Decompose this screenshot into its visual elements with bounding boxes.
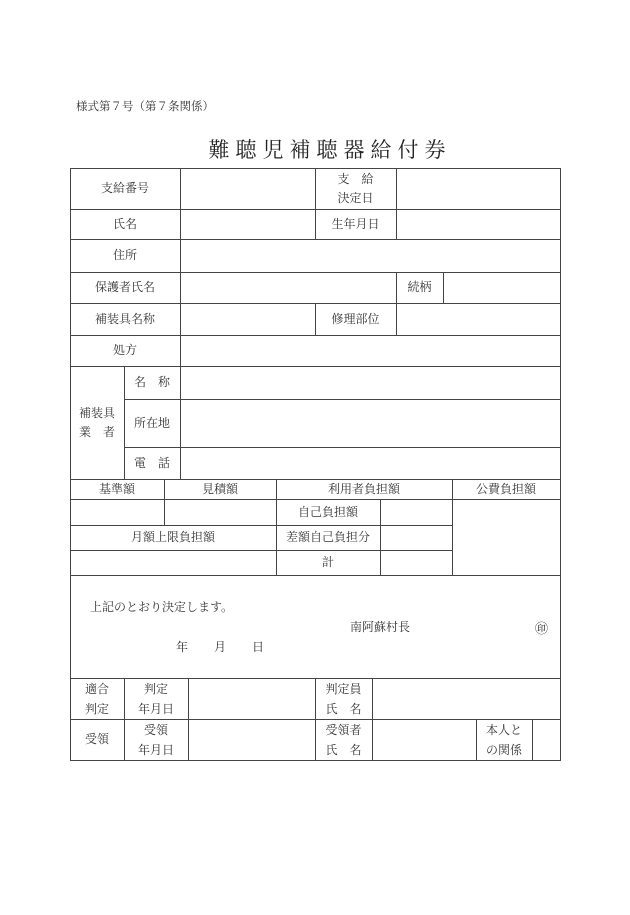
public-burden-label: 公費負担額 — [475, 481, 536, 496]
date-year-label: 年 — [176, 640, 189, 654]
device-name-field[interactable] — [181, 304, 315, 335]
judge-date-label-line2: 年月日 — [137, 701, 174, 716]
estimate-label: 見積額 — [201, 481, 238, 496]
prescription-field[interactable] — [181, 336, 560, 366]
receiver-name-field[interactable] — [373, 720, 476, 760]
judge-name-label — [315, 678, 372, 719]
relation-to-person-label-line1: 本人と — [485, 722, 522, 737]
fit-judgment-label-line1: 適合 — [84, 681, 109, 696]
receiver-name-label-line1: 受領者 — [325, 722, 362, 737]
guardian-name-label: 保護者氏名 — [94, 280, 155, 294]
prescription-label: 処方 — [112, 343, 137, 357]
vendor-group-label-line2: 業 者 — [78, 424, 115, 439]
relation-to-person-label — [476, 719, 532, 760]
date-month-label: 月 — [214, 640, 227, 654]
payment-number-label: 支給番号 — [100, 181, 149, 195]
relationship-label: 続柄 — [407, 280, 432, 294]
decision-date-label — [315, 168, 396, 209]
vendor-location-field[interactable] — [181, 400, 560, 447]
repair-part-label: 修理部位 — [331, 311, 380, 326]
vendor-group-label-line1: 補装具 — [78, 405, 115, 420]
diff-self-burden-label: 差額自己負担分 — [285, 530, 370, 544]
judge-date-field[interactable] — [189, 679, 315, 719]
relation-to-person-field[interactable] — [533, 720, 560, 760]
receiver-name-label — [315, 719, 372, 760]
page-title: 難聴児補聴器給付券 — [208, 138, 452, 162]
vendor-group-label — [70, 366, 124, 479]
vendor-location-label: 所在地 — [133, 415, 170, 430]
table-border-right — [560, 168, 561, 761]
decision-date-label-line2: 決定日 — [337, 190, 374, 205]
mayor-title: 南阿蘇村長 — [350, 620, 411, 634]
vendor-phone-label: 電 話 — [133, 455, 170, 470]
receipt-date-field[interactable] — [189, 720, 315, 760]
self-burden-field[interactable] — [381, 500, 452, 525]
address-field[interactable] — [181, 240, 560, 272]
standard-amount-label: 基準額 — [98, 481, 135, 496]
fit-judgment-label-line2: 判定 — [84, 701, 109, 716]
total-label: 計 — [321, 555, 334, 569]
judge-name-label-line1: 判定員 — [325, 681, 362, 696]
birthdate-label: 生年月日 — [331, 216, 380, 231]
form-number: 様式第７号（第７条関係） — [76, 99, 214, 113]
receipt-date-label-line1: 受領 — [143, 722, 168, 737]
estimate-field[interactable] — [165, 500, 276, 525]
judge-date-label-line1: 判定 — [143, 681, 168, 696]
judge-date-label — [124, 678, 188, 719]
relation-to-person-label-line2: の関係 — [485, 742, 522, 757]
birthdate-field[interactable] — [397, 210, 560, 239]
name-label: 氏名 — [112, 216, 137, 231]
seal-icon: ㊞ — [535, 622, 549, 637]
diff-self-burden-field[interactable] — [381, 526, 452, 550]
receipt-date-label — [124, 719, 188, 760]
divider — [70, 575, 561, 576]
repair-part-field[interactable] — [397, 304, 560, 335]
guardian-name-field[interactable] — [181, 273, 396, 303]
name-field[interactable] — [181, 210, 315, 239]
fit-judgment-label — [70, 678, 124, 719]
vendor-name-field[interactable] — [181, 367, 560, 399]
relationship-field[interactable] — [444, 273, 560, 303]
receiver-name-label-line2: 氏 名 — [325, 742, 362, 757]
date-day-label: 日 — [252, 640, 265, 654]
table-border-bottom — [70, 760, 561, 761]
monthly-cap-field[interactable] — [71, 551, 276, 575]
decision-date-label-line1: 支 給 — [337, 171, 374, 186]
device-name-label: 補装具名称 — [94, 311, 155, 326]
vendor-phone-field[interactable] — [181, 448, 560, 479]
vendor-name-label: 名 称 — [133, 375, 170, 389]
address-label: 住所 — [112, 248, 137, 262]
receipt-label: 受領 — [84, 732, 109, 746]
judge-name-label-line2: 氏 名 — [325, 701, 362, 716]
decision-statement: 上記のとおり決定します。 — [90, 600, 234, 614]
public-burden-field[interactable] — [453, 500, 560, 575]
total-field[interactable] — [381, 551, 452, 575]
self-burden-label: 自己負担額 — [297, 504, 358, 519]
payment-number-field[interactable] — [181, 169, 315, 209]
decision-date-field[interactable] — [397, 169, 560, 209]
judge-name-field[interactable] — [373, 679, 560, 719]
monthly-cap-label: 月額上限負担額 — [130, 530, 215, 544]
user-burden-label: 利用者負担額 — [327, 481, 400, 496]
standard-amount-field[interactable] — [71, 500, 164, 525]
receipt-date-label-line2: 年月日 — [137, 742, 174, 757]
